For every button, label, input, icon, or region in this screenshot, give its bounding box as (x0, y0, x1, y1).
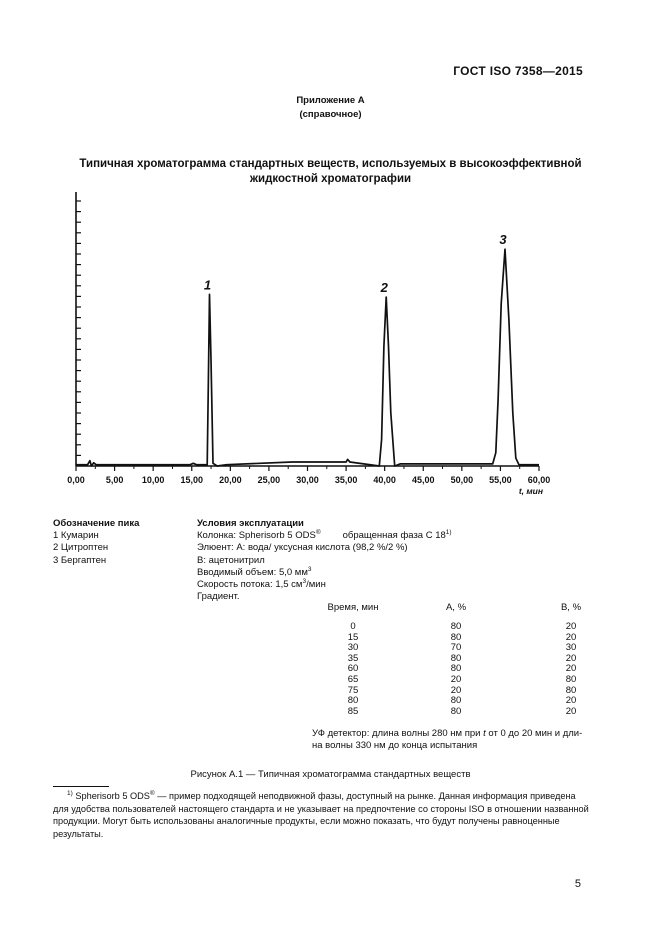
gradient-cell: 0 (350, 621, 356, 632)
gradient-cell: 80 (450, 695, 462, 707)
gradient-cell: 15 (347, 631, 359, 643)
gradient-cell: 30 (565, 642, 577, 654)
annex-subtitle: (справочное) (299, 109, 362, 120)
gradient-cell: 20 (565, 621, 577, 632)
footnote-reg: ® (149, 789, 155, 797)
gradient-cell: 20 (565, 652, 577, 664)
gradient-cell: 35 (347, 652, 359, 664)
x-tick-label: 50,00 (450, 475, 474, 485)
gradient-row (300, 707, 636, 718)
gradient-cell: 30 (347, 642, 359, 654)
column-phase: обращенная фаза С 18 (342, 530, 446, 542)
gradient-row (300, 675, 636, 686)
peak-label: 3 (499, 232, 507, 248)
gradient-table-header (300, 602, 636, 622)
footnote (53, 790, 593, 840)
chart-ticks (67, 201, 550, 496)
gradient-cell: 80 (450, 652, 462, 664)
column-line (197, 530, 452, 542)
gradient-cell: 20 (450, 684, 462, 696)
footnote-divider (53, 786, 109, 787)
peak-label: 2 (380, 280, 388, 296)
gradient-row (300, 622, 636, 633)
peak-legend (53, 518, 139, 567)
x-axis-label: t, мин (518, 486, 543, 496)
figure-caption: Рисунок А.1 — Типичная хроматограмма стандартных веществ (190, 769, 471, 780)
x-tick-label: 40,00 (373, 475, 396, 485)
gradient-line: Градиент. (197, 591, 240, 603)
gradient-cell: 20 (565, 663, 577, 675)
col-a: А, % (445, 602, 467, 613)
chart-axes (76, 192, 539, 466)
gradient-cell: 80 (450, 705, 462, 717)
x-tick-label: 55,00 (489, 475, 512, 485)
gradient-cell: 80 (450, 663, 462, 675)
gradient-cell: 60 (347, 663, 359, 675)
column-reg-mark: ® (315, 529, 321, 537)
x-tick-label: 30,00 (296, 475, 319, 485)
gradient-table (300, 602, 636, 717)
volume-line: Вводимый объем: 5,0 $мм^3$ (197, 565, 312, 578)
x-tick-label: 10,00 (141, 475, 165, 485)
figure-title-line1: Типичная хроматограмма стандартных веществ, используемых в высокоэффективной (79, 158, 582, 170)
flow-line: Скорость потока: 1,5 $см^3$/мин (197, 577, 326, 591)
gradient-cell: 20 (565, 695, 577, 707)
gradient-cell: 20 (565, 705, 577, 717)
legend-item-2: 2 Цитроптен (53, 542, 109, 554)
conditions-heading: Условия эксплуатации (197, 518, 304, 529)
x-tick-label: 25,00 (257, 475, 281, 485)
eluent-line: Элюент: А: вода/ уксусная кислота (98,2 %/2 %) (197, 542, 408, 554)
chart-labels (204, 232, 508, 295)
x-tick-label: 20,00 (219, 475, 242, 485)
gradient-cell: 75 (347, 684, 359, 696)
page-number: 5 (574, 878, 581, 890)
x-tick-label: 60,00 (527, 475, 551, 485)
uv-line2: на волны 330 нм до конца испытания (312, 740, 478, 752)
peak-label: 1 (203, 277, 212, 293)
chart-series (76, 249, 539, 466)
chromatogram-chart (0, 180, 661, 520)
gradient-cell: 80 (565, 684, 577, 696)
footnote-text: — пример подходящей неподвижной фазы, доступный на рынке. Данная информация приведена для удобства пользователей настоящего стандарта и не указывает на предпочтение со стороны ISO в отношении названной продукции. Могут быть использованы аналогичные продукты, если можно показать, что будут получены равноценные результаты. (53, 791, 589, 839)
gradient-cell: 65 (347, 673, 359, 685)
col-time: Время, мин (327, 602, 379, 613)
operating-conditions (197, 518, 452, 603)
gradient-cell: 80 (347, 695, 359, 707)
x-tick-label: 0,00 (67, 475, 85, 485)
footnote-product: Spherisorb 5 ODS (75, 791, 150, 801)
standard-header: ГОСТ ISO 7358—2015 (453, 64, 583, 78)
col-b: В, % (560, 602, 582, 613)
legend-item-3: 3 Бергаптен (53, 554, 107, 566)
gradient-cell: 70 (450, 642, 462, 654)
eluent-b-line: В: ацетонитрил (197, 554, 265, 566)
gradient-cell: 80 (450, 631, 462, 643)
column-footnote-ref: 1) (445, 529, 452, 537)
legend-heading: Обозначение пика (53, 518, 140, 529)
x-tick-label: 15,00 (180, 475, 204, 485)
x-tick-label: 45,00 (411, 475, 435, 485)
gradient-cell: 80 (450, 621, 462, 632)
column-prefix: Колонка: Spherisorb 5 ODS (197, 530, 316, 542)
gradient-cell: 20 (450, 673, 462, 685)
gradient-cell: 85 (347, 705, 359, 717)
x-tick-label: 5,00 (105, 475, 124, 485)
uv-detector-note (312, 728, 592, 752)
gradient-cell: 20 (565, 631, 577, 643)
gradient-cell: 80 (565, 673, 577, 685)
annex-title: Приложение А (296, 95, 365, 106)
x-tick-label: 35,00 (334, 475, 358, 485)
legend-item-1: 1 Кумарин (53, 530, 99, 542)
uv-line1: УФ детектор: длина волны 280 нм при t от 0 до 20 мин и дли- (312, 728, 583, 739)
footnote-mark: 1) (67, 789, 73, 797)
figure-title-line2: жидкостной хроматографии (249, 173, 412, 185)
chromatogram-trace (76, 249, 539, 466)
